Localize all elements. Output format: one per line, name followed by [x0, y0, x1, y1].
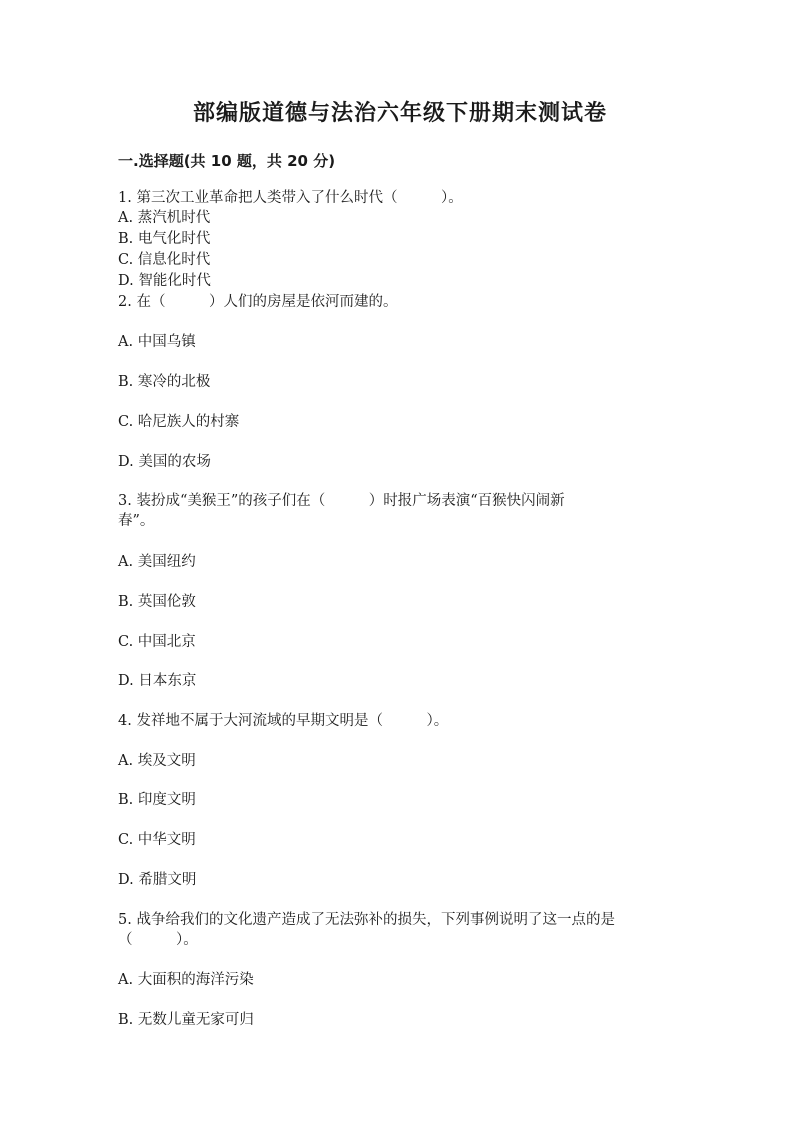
question-1-option-d: D. 智能化时代: [118, 273, 211, 289]
question-2-option-b: B. 寒冷的北极: [118, 374, 211, 390]
page-title: 部编版道德与法治六年级下册期末测试卷: [192, 101, 607, 126]
question-3-stem-line-1: 3. 装扮成“美猴王”的孩子们在（ ）时报广场表演“百猴快闪闹新: [118, 493, 565, 509]
question-5-stem-line-2: （ ）。: [118, 932, 198, 948]
question-1-option-b: B. 电气化时代: [118, 231, 211, 247]
question-4-option-b: B. 印度文明: [118, 792, 196, 808]
question-4-option-d: D. 希腊文明: [118, 872, 197, 888]
question-2-option-c: C. 哈尼族人的村寨: [118, 414, 240, 430]
section-heading: 一.选择题(共 10 题，共 20 分): [118, 152, 336, 170]
question-3-option-d: D. 日本东京: [118, 673, 197, 689]
question-1-stem: 1. 第三次工业革命把人类带入了什么时代（ ）。: [118, 190, 463, 206]
question-3-option-b: B. 英国伦敦: [118, 594, 196, 610]
question-5-option-b: B. 无数儿童无家可归: [118, 1012, 254, 1028]
question-2-option-a: A. 中国乌镇: [118, 334, 196, 350]
question-4-option-a: A. 埃及文明: [118, 753, 196, 769]
question-3-option-c: C. 中国北京: [118, 634, 196, 650]
question-5-stem-line-1: 5. 战争给我们的文化遗产造成了无法弥补的损失，下列事例说明了这一点的是: [118, 912, 615, 928]
question-3-option-a: A. 美国纽约: [118, 554, 196, 570]
question-3-stem-line-2: 春”。: [118, 513, 155, 529]
question-4-stem: 4. 发祥地不属于大河流域的早期文明是（ ）。: [118, 713, 449, 729]
question-1-option-c: C. 信息化时代: [118, 252, 211, 268]
question-2-option-d: D. 美国的农场: [118, 454, 211, 470]
question-1-option-a: A. 蒸汽机时代: [118, 210, 211, 226]
question-2-stem: 2. 在（ ）人们的房屋是依河而建的。: [118, 294, 398, 310]
question-4-option-c: C. 中华文明: [118, 832, 196, 848]
question-5-option-a: A. 大面积的海洋污染: [118, 972, 254, 988]
